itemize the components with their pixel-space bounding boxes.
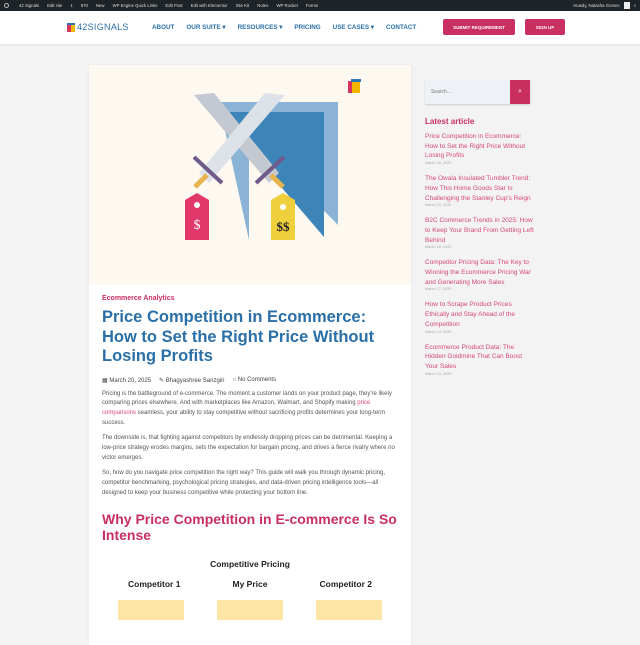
article-date: March 18, 2025 (425, 245, 452, 250)
article-card (89, 65, 411, 645)
search-input[interactable] (425, 80, 510, 104)
sidebar (425, 80, 535, 385)
section-heading: Why Price Competition in E-commerce Is So Intense (102, 510, 397, 543)
article-link[interactable]: The Owala Insulated Tumbler Trend: How This Home Goods Star Is Challenging the Stanley Cup's Reign (425, 175, 531, 202)
wordpress-icon[interactable] (4, 3, 9, 8)
article-date: March 20, 2025 (425, 161, 452, 166)
logo-cube-icon (67, 23, 75, 32)
admin-wpengine[interactable]: WP Engine Quick Links (112, 3, 158, 8)
admin-sitekit[interactable]: Site Kit (235, 3, 250, 8)
search-button[interactable] (510, 80, 530, 104)
featured-image (89, 65, 411, 285)
nav-about[interactable]: ABOUT (152, 24, 175, 31)
nav-contact[interactable]: CONTACT (385, 24, 417, 31)
admin-updates[interactable]: 1 (70, 3, 73, 8)
admin-user[interactable]: Howdy, Natasha Gomes (573, 3, 620, 8)
latest-articles-list (425, 132, 535, 376)
article-link[interactable]: Ecommerce Product Data: The Hidden Goldmine That Can Boost Your Sales (425, 343, 523, 370)
svg-text:$: $ (193, 218, 201, 233)
admin-edit-post[interactable]: Edit Post (165, 3, 183, 8)
post-comments[interactable]: ○ No Comments (232, 376, 277, 383)
paragraph: The downside is, that fighting against competitors by endlessly dropping prices can be detrimental. Keeping a low-price strategy erodes margins, sets the expectation for bargain pricing, and drives a fierce rivalry where no victor emerges. (102, 435, 395, 461)
article-date: March 19, 2025 (425, 203, 452, 208)
submit-requirement-button[interactable]: SUBMIT REQUIREMENT (443, 19, 515, 35)
logo[interactable]: 42SIGNALS (67, 22, 129, 32)
admin-elementor[interactable]: Edit with Elementor (190, 3, 228, 8)
comment-icon: ○ (232, 376, 238, 383)
main-nav (152, 24, 416, 31)
post-date[interactable]: ▦ March 20, 2025 (102, 377, 152, 384)
admin-notes[interactable]: Notes (257, 3, 269, 8)
price-tag-box (217, 600, 283, 620)
admin-forms[interactable]: Forms (305, 3, 319, 8)
nav-use-cases[interactable]: USE CASES ▾ (332, 24, 374, 31)
post-meta (102, 377, 398, 384)
search-icon[interactable]: ⌕ (633, 3, 636, 8)
nav-resources[interactable]: RESOURCES ▾ (237, 24, 283, 31)
search-icon: ⌕ (518, 88, 522, 95)
article-link[interactable]: B2C Commerce Trends in 2025: How to Keep Your Brand From Getting Left Behind (425, 217, 534, 244)
article-date: March 13, 2025 (425, 371, 452, 376)
article-link[interactable]: How to Scrape Product Prices Ethically and Stay Ahead of the Competition (425, 301, 515, 328)
price-tag-box (316, 600, 382, 620)
admin-comments[interactable]: 870 (80, 3, 88, 8)
admin-new[interactable]: New (95, 3, 105, 8)
svg-text:$$: $$ (276, 219, 290, 234)
category-link[interactable]: Ecommerce Analytics (102, 295, 175, 302)
nav-pricing[interactable]: PRICING (294, 24, 321, 31)
article-title: Price Competition in Ecommerce: How to Set the Right Price Without Losing Profits (102, 308, 375, 365)
crossed-swords-illustration (89, 65, 411, 285)
latest-article-heading: Latest article (425, 117, 475, 126)
admin-site[interactable]: 42 Signals (19, 3, 40, 8)
pencil-icon: ✎ (159, 377, 166, 384)
admin-wprocket[interactable]: WP Rocket (276, 3, 298, 8)
paragraph: Pricing is the battleground of e-commerce. The moment a customer lands on your product page, they're likely comparing prices elsewhere. And with marketplaces like Amazon, Walmart, and Shopify making price comparisons seamless, your ability to stay competitive without sacrificing profits determines your long-term success. (102, 390, 392, 426)
article-link[interactable]: Price Competition in Ecommerce: How to Set the Right Price Without Losing Profits (425, 133, 526, 160)
article-date: March 17, 2025 (425, 287, 452, 292)
admin-bar (0, 0, 640, 11)
site-header (0, 11, 640, 44)
article-link[interactable]: Competitor Pricing Data: The Key to Winning the Ecommerce Pricing War and Generating More Sales (425, 259, 531, 286)
sign-up-button[interactable]: SIGN UP (525, 19, 565, 35)
post-author[interactable]: ✎ Bhagyashree Sanzgiri (159, 377, 225, 384)
admin-edit-site[interactable]: Edit site (47, 3, 63, 8)
avatar[interactable] (624, 2, 630, 9)
competitive-pricing-figure: Competitive Pricing Competitor 1 My Price Competitor 2 (102, 559, 398, 620)
price-tag-box (118, 600, 184, 620)
price-comparisons-link[interactable]: price comparisons (102, 400, 371, 416)
calendar-icon: ▦ (102, 377, 110, 384)
nav-our-suite[interactable]: OUR SUITE ▾ (186, 24, 226, 31)
search-form (425, 80, 530, 104)
article-date: March 14, 2025 (425, 329, 452, 334)
paragraph: So, how do you navigate price competition the right way? This guide will walk you through dynamic pricing, competitor benchmarking, psychological pricing strategies, and data-driven pricing intelligence tools—all designed to keep your business competitive while protecting your bottom line. (102, 470, 386, 496)
